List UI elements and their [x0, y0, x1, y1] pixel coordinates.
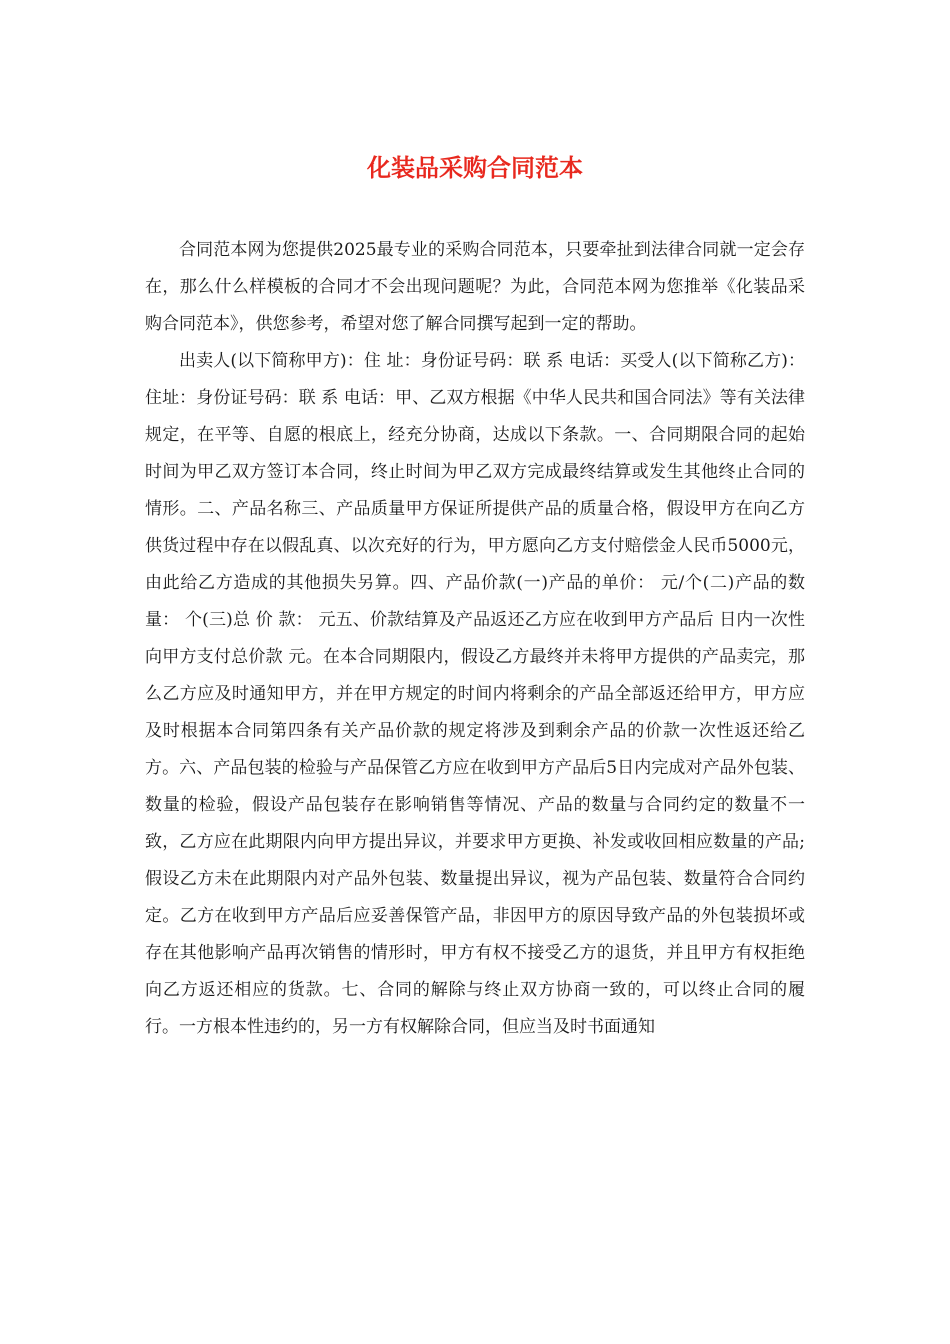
- intro-paragraph: 合同范本网为您提供2025最专业的采购合同范本，只要牵扯到法律合同就一定会存在，那么什么样模板的合同才不会出现问题呢？为此，合同范本网为您推举《化装品采购合同范本》，供您参考，希望对您了解合同撰写起到一定的帮助。: [145, 240, 805, 334]
- document-body: [145, 232, 805, 1046]
- document-title: 化装品采购合同范本: [367, 153, 583, 182]
- contract-paragraph: 出卖人(以下简称甲方)：住 址：身份证号码：联 系 电话：买受人(以下简称乙方)：住址：身份证号码：联 系 电话：甲、乙双方根据《中华人民共和国合同法》等有关法律规定，在平等、自愿的根底上，经充分协商，达成以下条款。一、合同期限合同的起始时间为甲乙双方签订本合同，终止时间为甲乙双方完成最终结算或发生其他终止合同的情形。二、产品名称三、产品质量甲方保证所提供产品的质量合格，假设甲方在向乙方供货过程中存在以假乱真、以次充好的行为，甲方愿向乙方支付赔偿金人民币5000元，由此给乙方造成的其他损失另算。四、产品价款(一)产品的单价： 元/个(二)产品的数量： 个(三)总 价 款： 元五、价款结算及产品返还乙方应在收到甲方产品后 日内一次性向甲方支付总价款 元。在本合同期限内，假设乙方最终并未将甲方提供的产品卖完，那么乙方应及时通知甲方，并在甲方规定的时间内将剩余的产品全部返还给甲方，甲方应及时根据本合同第四条有关产品价款的规定将涉及到剩余产品的价款一次性返还给乙方。六、产品包装的检验与产品保管乙方应在收到甲方产品后5日内完成对产品外包装、数量的检验，假设产品包装存在影响销售等情况、产品的数量与合同约定的数量不一致，乙方应在此期限内向甲方提出异议，并要求甲方更换、补发或收回相应数量的产品;假设乙方未在此期限内对产品外包装、数量提出异议，视为产品包装、数量符合合同约定。乙方在收到甲方产品后应妥善保管产品，非因甲方的原因导致产品的外包装损坏或存在其他影响产品再次销售的情形时，甲方有权不接受乙方的退货，并且甲方有权拒绝向乙方返还相应的货款。七、合同的解除与终止双方协商一致的，可以终止合同的履行。一方根本性违约的，另一方有权解除合同，但应当及时书面通知: [145, 351, 805, 1037]
